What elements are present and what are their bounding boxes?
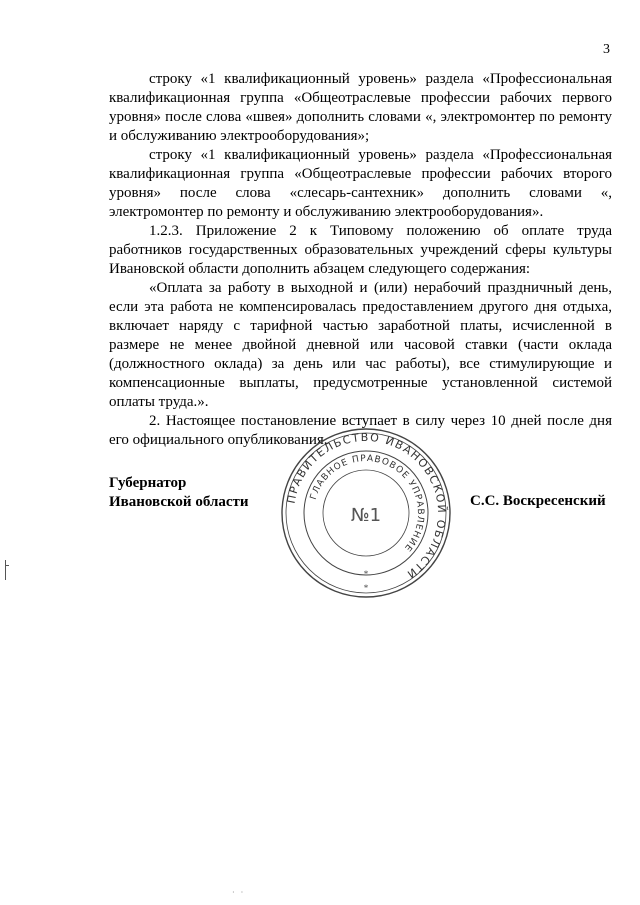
signatory-title (109, 474, 249, 512)
paragraph-1: строку «1 квалификационный уровень» раздела «Профессиональная квалификационная группа «Общеотраслевые профессии рабочих первого уровня» после слова «швея» дополнить словами «, электромонтер по ремонту и обслуживанию электрооборудования»; (109, 71, 612, 144)
seal-star-icon: * (363, 569, 369, 579)
paragraph-2: строку «1 квалификационный уровень» раздела «Профессиональная квалификационная группа «Общеотраслевые профессии рабочих второго уровня» после слова «слесарь-сантехник» дополнить словами «, электромонтер по ремонту и обслуживанию электрооборудования». (109, 147, 612, 220)
scan-artifact: · · (232, 888, 246, 897)
seal-inner-text: ГЛАВНОЕ ПРАВОВОЕ УПРАВЛЕНИЕ (308, 453, 426, 554)
signatory-title-line2: Ивановской области (109, 494, 249, 510)
paragraph-5: 2. Настоящее постановление вступает в силу через 10 дней после дня его официального опубликования. (109, 413, 612, 448)
margin-mark (5, 565, 9, 566)
paragraph-3: 1.2.3. Приложение 2 к Типовому положению об оплате труда работников государственных образовательных учреждений сферы культуры Ивановской области дополнить абзацем следующего содержания: (109, 223, 612, 277)
signatory-name: С.С. Воскресенский (470, 493, 606, 509)
document-body (109, 70, 612, 450)
seal-star-icon: * (363, 583, 369, 593)
page-number: 3 (603, 42, 610, 57)
official-seal-stamp (266, 427, 466, 599)
signatory-title-line1: Губернатор (109, 475, 187, 491)
margin-mark (5, 560, 6, 580)
seal-center-number: №1 (350, 505, 382, 526)
paragraph-4-quote: «Оплата за работу в выходной и (или) нерабочий праздничный день, если эта работа не компенсировалась предоставлением другого дня отдыха, включает наряду с тарифной частью заработной платы, исчисленной в размере не менее двойной дневной или часовой ставки (части оклада (должностного оклада) за день или час работы), все стимулирующие и компенсационные выплаты, предусмотренные установленной системой оплаты труда.». (109, 280, 612, 410)
seal-outer-text: ПРАВИТЕЛЬСТВО ИВАНОВСКОЙ ОБЛАСТИ (284, 430, 449, 582)
